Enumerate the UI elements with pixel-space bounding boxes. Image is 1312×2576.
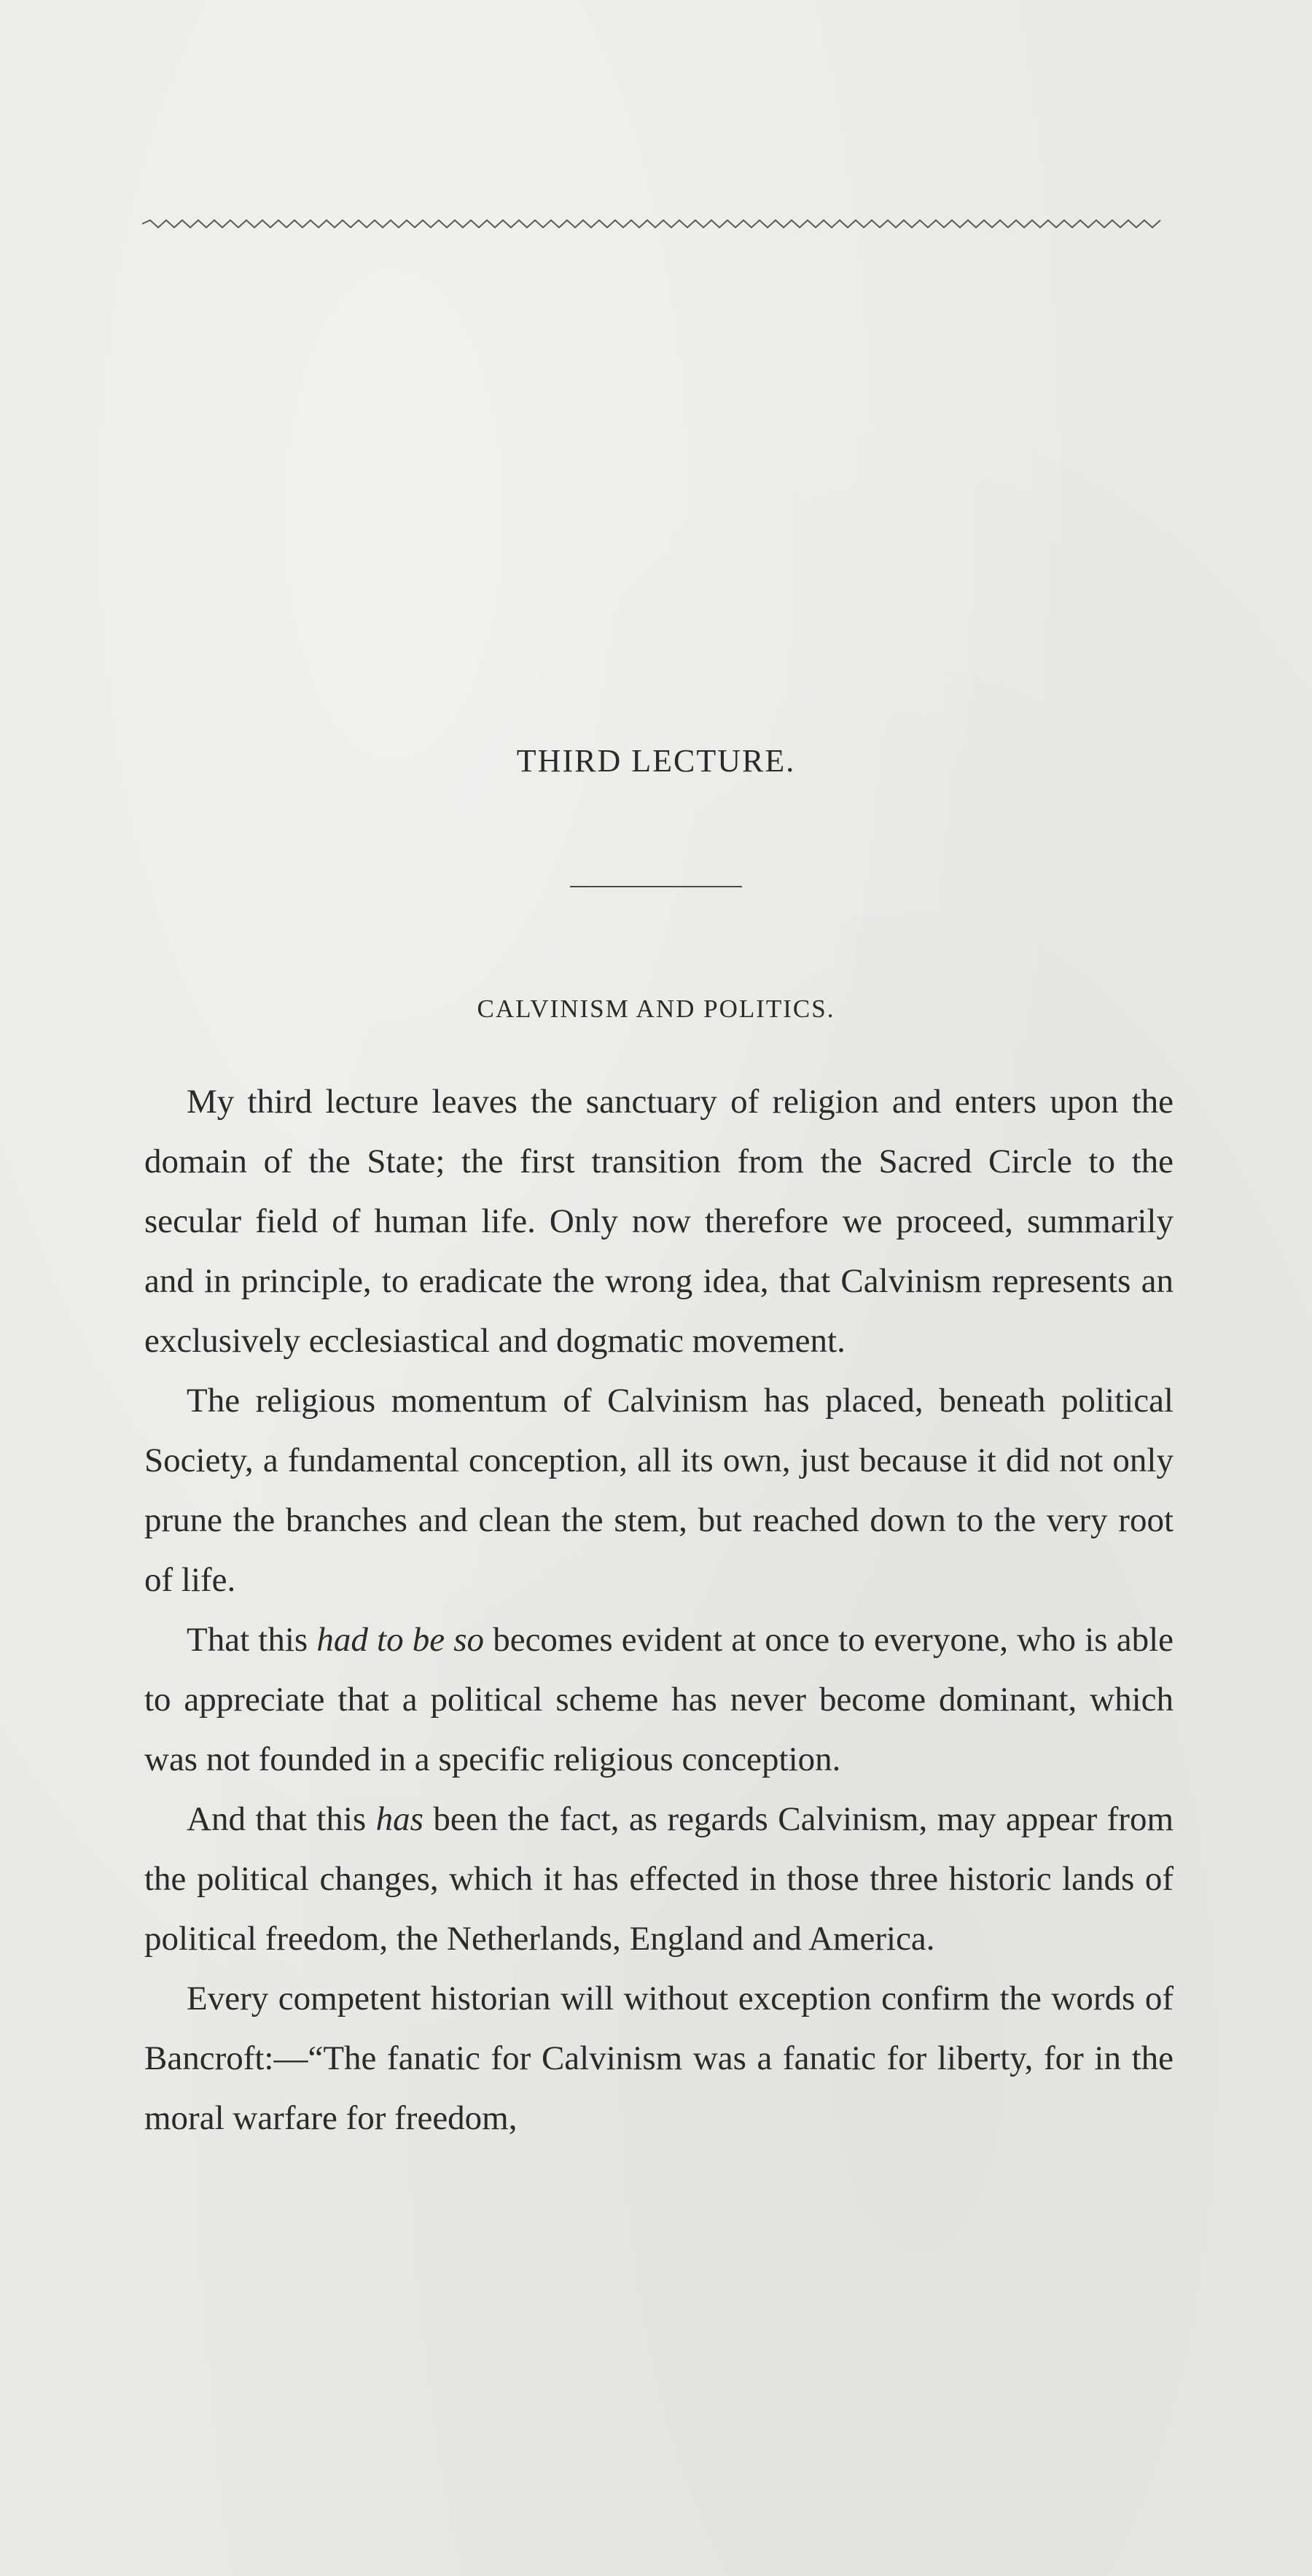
paragraph-3-italic: had to be so xyxy=(316,1621,485,1659)
lecture-title: THIRD LECTURE. xyxy=(516,743,796,779)
paragraph-3 xyxy=(144,1610,1174,1789)
paragraph-2 xyxy=(144,1371,1174,1610)
paragraph-1 xyxy=(144,1072,1174,1371)
paragraph-3-text-before: That this xyxy=(187,1621,317,1659)
paragraph-4 xyxy=(144,1789,1174,1969)
paragraph-5 xyxy=(144,1969,1174,2148)
paragraph-4-text-before: And that this xyxy=(187,1800,376,1838)
paragraph-3-text-after: becomes evident at once to everyone, who is able to appreciate that a political scheme has never become dominant, which was not founded in a specific religious conception. xyxy=(144,1621,1174,1778)
chapter-subtitle: CALVINISM AND POLITICS. xyxy=(477,995,835,1023)
paragraph-5-text: Every competent historian will without exception confirm the words of Bancroft:—“The fanatic for Calvinism was a fanatic for liberty, for in the moral warfare for freedom, xyxy=(144,1980,1174,2137)
body-text xyxy=(144,1072,1174,2148)
wavy-ornamental-rule xyxy=(142,217,1166,230)
paragraph-4-italic: has xyxy=(375,1800,423,1838)
paragraph-4-text-after: been the fact, as regards Calvinism, may appear from the political changes, which it has effected in those three historic lands of political freedom, the Netherlands, England and America. xyxy=(144,1800,1174,1958)
paragraph-2-text: The religious momentum of Calvinism has placed, beneath political Society, a fundamental conception, all its own, just because it did not only prune the branches and clean the stem, but reached down to the very root of life. xyxy=(144,1382,1174,1599)
paragraph-1-text: My third lecture leaves the sanctuary of religion and enters upon the domain of the State; the first transition from the Sacred Circle to the secular field of human life. Only now therefore we proceed, summarily and in principle, to eradicate the wrong idea, that Calvinism represents an exclusively ecclesiastical and dogmatic movement. xyxy=(144,1083,1174,1360)
title-divider xyxy=(570,886,742,887)
